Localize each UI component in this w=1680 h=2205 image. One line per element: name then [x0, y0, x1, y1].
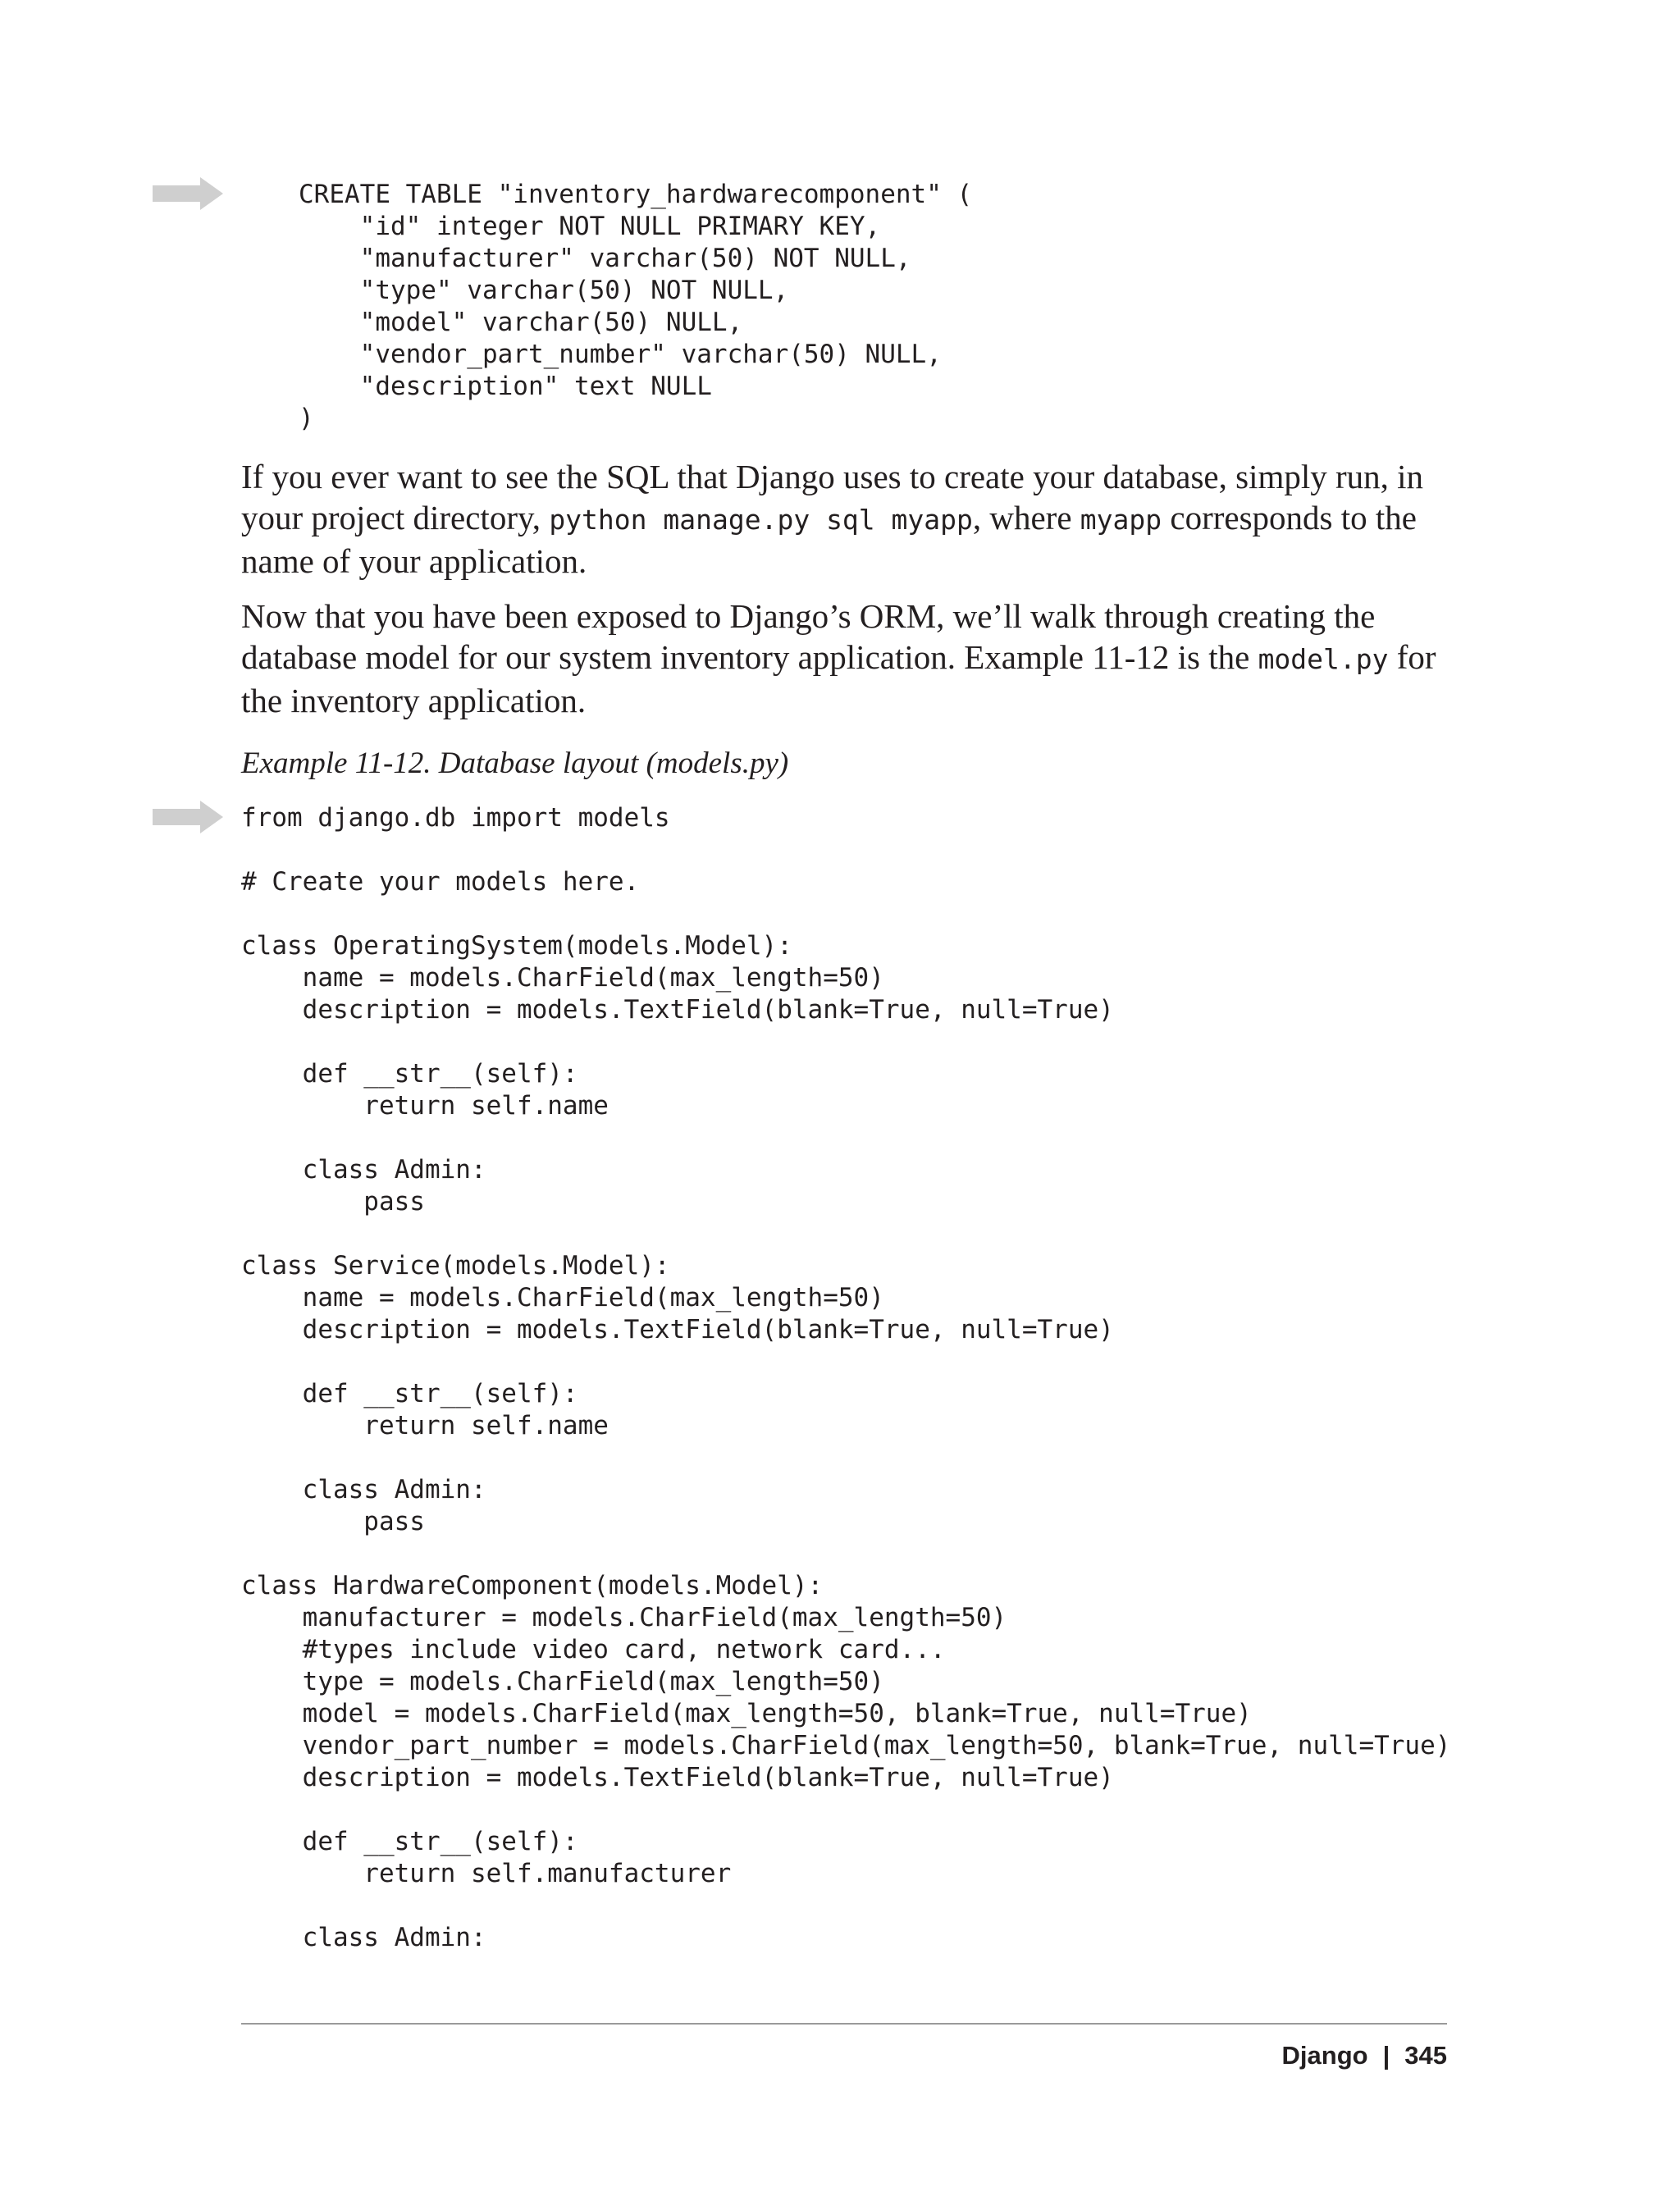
code-line: def __str__(self):: [241, 1059, 578, 1089]
code-line: description = models.TextField(blank=True, null=True): [241, 1315, 1114, 1344]
continuation-arrow-icon: [153, 801, 223, 833]
code-line: class Admin:: [241, 1475, 486, 1504]
paragraph-text: for the inventory application.: [241, 638, 1436, 719]
continuation-arrow-icon: [153, 177, 223, 210]
code-line: description = models.TextField(blank=True, null=True): [241, 995, 1114, 1025]
code-line: from django.db import models: [241, 803, 670, 833]
code-line: [241, 1026, 1450, 1058]
example-caption: Example 11-12. Database layout (models.py): [241, 746, 789, 780]
code-line: name = models.CharField(max_length=50): [241, 963, 884, 993]
code-line: class OperatingSystem(models.Model):: [241, 931, 792, 961]
inline-code: python manage.py sql myapp: [549, 504, 973, 536]
paragraph-sql-tip: [241, 456, 1447, 582]
code-line: "description" text NULL: [299, 372, 712, 401]
code-line: CREATE TABLE "inventory_hardwarecomponent" (: [299, 180, 973, 209]
models-code-block: [241, 802, 1450, 1954]
code-line: model = models.CharField(max_length=50, blank=True, null=True): [241, 1699, 1252, 1728]
code-line: [241, 1218, 1450, 1250]
code-line: [241, 1122, 1450, 1154]
code-line: ): [299, 404, 314, 433]
code-line: [241, 1794, 1450, 1826]
paragraph-text: Now that you have been exposed to Django’s ORM, we’ll walk through creating the database model for our system inventory application. Example 11-12 is the: [241, 597, 1376, 676]
code-line: pass: [241, 1187, 425, 1217]
code-line: "id" integer NOT NULL PRIMARY KEY,: [299, 212, 881, 241]
code-line: class HardwareComponent(models.Model):: [241, 1571, 824, 1600]
code-line: "model" varchar(50) NULL,: [299, 308, 743, 337]
paragraph-text: corresponds to the name of your application.: [241, 499, 1417, 580]
footer-section-title: Django: [1281, 2041, 1368, 2070]
code-line: #types include video card, network card...: [241, 1635, 946, 1664]
page-number: 345: [1404, 2041, 1447, 2070]
code-line: class Admin:: [241, 1923, 486, 1952]
code-line: name = models.CharField(max_length=50): [241, 1283, 884, 1312]
paragraph-orm-intro: [241, 596, 1447, 721]
code-line: [241, 1442, 1450, 1474]
code-line: type = models.CharField(max_length=50): [241, 1667, 884, 1696]
code-line: class Service(models.Model):: [241, 1251, 670, 1281]
code-line: vendor_part_number = models.CharField(max_length=50, blank=True, null=True): [241, 1731, 1451, 1760]
code-line: class Admin:: [241, 1155, 486, 1185]
inline-code: model.py: [1258, 643, 1389, 675]
code-line: return self.name: [241, 1411, 609, 1440]
code-line: [241, 898, 1450, 930]
paragraph-text: If you ever want to see the SQL that Django uses to create your database, simply run, in your project directory,: [241, 458, 1424, 536]
code-line: # Create your models here.: [241, 867, 640, 897]
code-line: pass: [241, 1507, 425, 1536]
paragraph-text: , where: [972, 499, 1080, 536]
code-line: [241, 1346, 1450, 1378]
code-line: "type" varchar(50) NOT NULL,: [299, 276, 789, 305]
sql-code-block: [299, 179, 972, 435]
code-line: "manufacturer" varchar(50) NOT NULL,: [299, 244, 911, 273]
code-line: description = models.TextField(blank=True, null=True): [241, 1763, 1114, 1792]
code-line: return self.manufacturer: [241, 1859, 732, 1888]
code-line: def __str__(self):: [241, 1827, 578, 1856]
code-line: manufacturer = models.CharField(max_length=50): [241, 1603, 1007, 1632]
page-footer: [1282, 2038, 1447, 2074]
inline-code: myapp: [1080, 504, 1162, 536]
code-line: [241, 1538, 1450, 1570]
code-line: return self.name: [241, 1091, 609, 1121]
code-line: def __str__(self):: [241, 1379, 578, 1408]
code-line: [241, 1890, 1450, 1922]
code-line: "vendor_part_number" varchar(50) NULL,: [299, 340, 942, 369]
footer-separator: |: [1382, 2041, 1390, 2070]
footer-rule: [241, 2023, 1447, 2025]
code-line: [241, 834, 1450, 866]
